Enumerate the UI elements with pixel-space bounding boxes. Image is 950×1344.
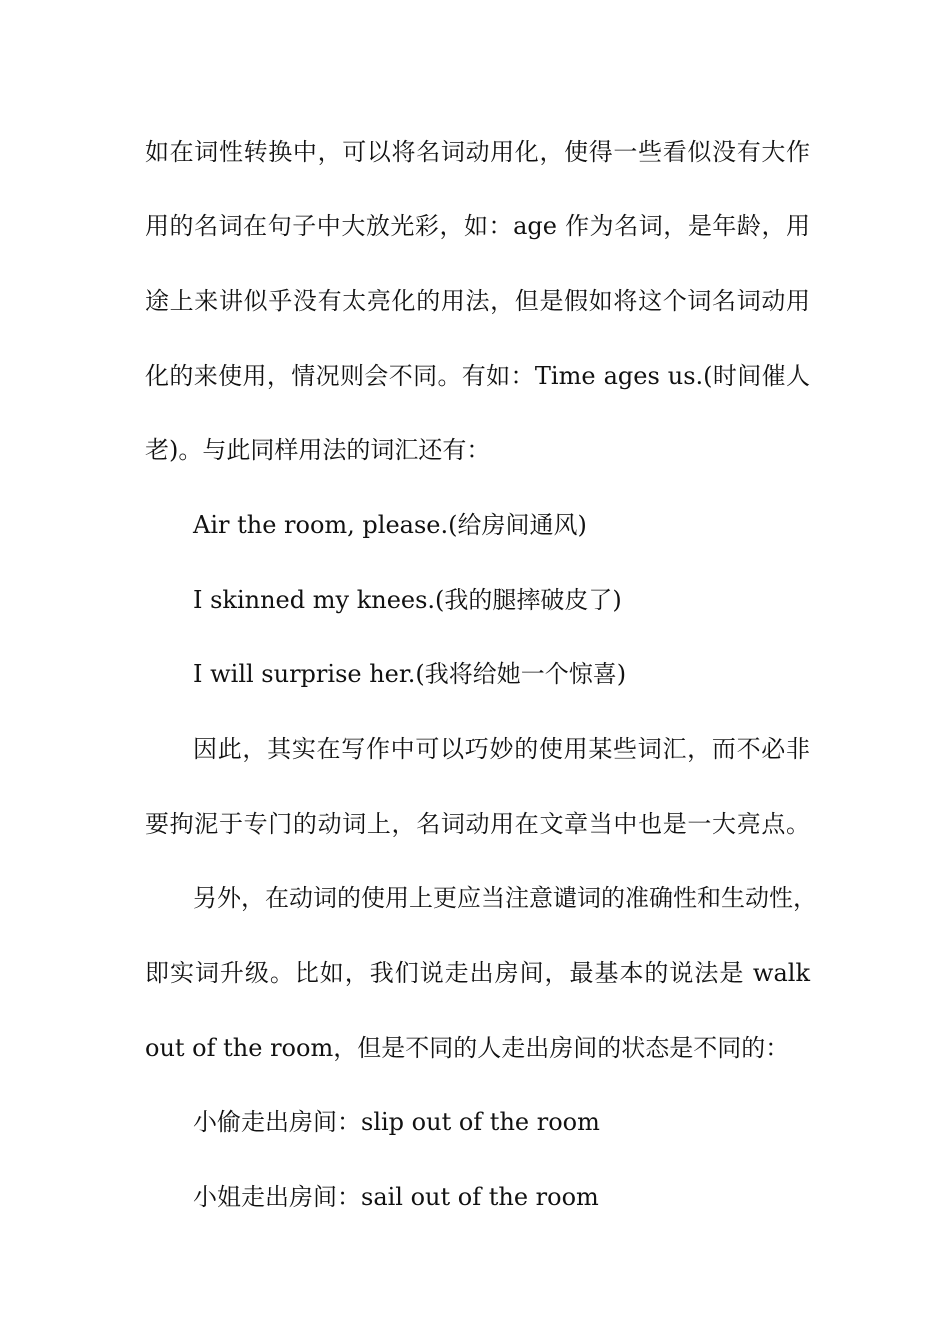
paragraph-line-3: 途上来讲似乎没有太亮化的用法，但是假如将这个词名词动用: [145, 287, 810, 315]
paragraph-line-5: 老)。与此同样用法的词汇还有：: [145, 436, 491, 464]
paragraph-line-7: 要拘泥于专门的动词上，名词动用在文章当中也是一大亮点。: [145, 810, 810, 838]
example-line-4: 小偷走出房间：slip out of the room: [193, 1108, 600, 1136]
paragraph-line-2: 用的名词在句子中大放光彩，如：age 作为名词，是年龄，用: [145, 212, 810, 240]
example-line-5: 小姐走出房间：sail out of the room: [193, 1183, 599, 1211]
paragraph-line-6: 因此，其实在写作中可以巧妙的使用某些词汇，而不必非: [193, 735, 810, 763]
paragraph-line-1: 如在词性转换中，可以将名词动用化，使得一些看似没有大作: [145, 138, 810, 166]
example-line-1: Air the room, please.(给房间通风): [193, 511, 587, 539]
example-line-3: I will surprise her.(我将给她一个惊喜): [193, 660, 627, 688]
example-line-2: I skinned my knees.(我的腿摔破皮了): [193, 586, 622, 614]
paragraph-line-10: out of the room，但是不同的人走出房间的状态是不同的：: [145, 1034, 790, 1062]
paragraph-line-9: 即实词升级。比如，我们说走出房间，最基本的说法是 walk: [145, 959, 810, 987]
paragraph-line-4: 化的来使用，情况则会不同。有如：Time ages us.(时间催人: [145, 362, 810, 390]
paragraph-line-8: 另外，在动词的使用上更应当注意谴词的准确性和生动性，: [193, 884, 817, 912]
